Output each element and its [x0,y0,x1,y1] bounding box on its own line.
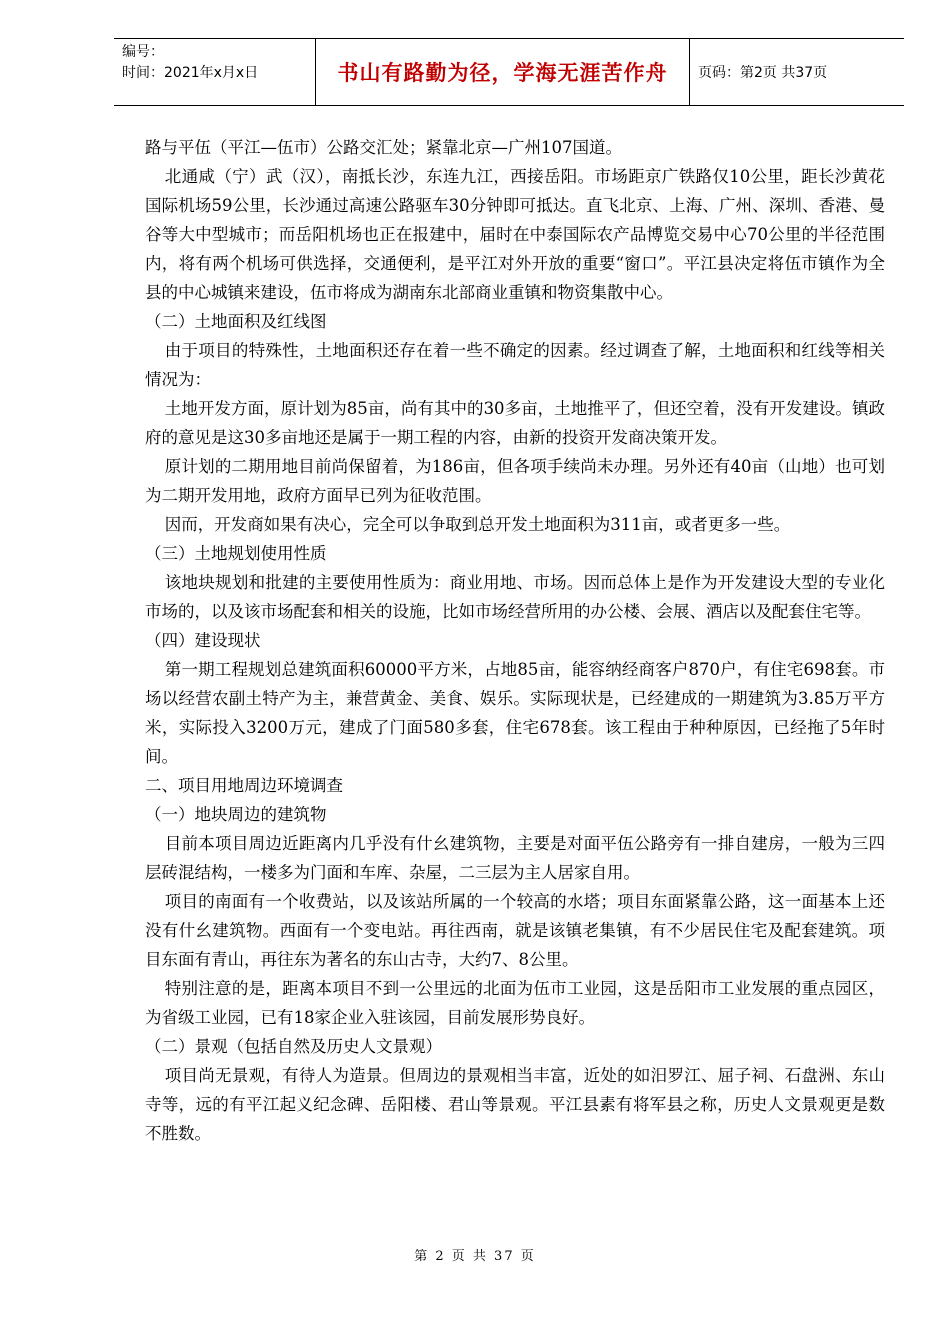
header-page-label: 页码：第2页 共37页 [698,65,828,81]
section-heading: （一）地块周边的建筑物 [145,805,327,824]
body-paragraph: 该地块规划和批建的主要使用性质为：商业用地、市场。因而总体上是作为开发建设大型的专业化市场的，以及该市场配套和相关的设施，比如市场经营所用的办公楼、会展、酒店以及配套住宅等。 [145,573,885,621]
header-meta [114,39,316,105]
body-paragraph: 第一期工程规划总建筑面积60000平方米，占地85亩，能容纳经商客户870户，有住宅698套。市场以经营农副土特产为主，兼营黄金、美食、娱乐。实际现状是，已经建成的一期建筑为3.85万平方米，实际投入3200万元，建成了门面580多套，住宅678套。该工程由于种种原因，已经拖了5年时间。 [145,660,885,766]
body-paragraph: 原计划的二期用地目前尚保留着，为186亩，但各项手续尚未办理。另外还有40亩（山地）也可划为二期开发用地，政府方面早已列为征收范围。 [145,457,885,505]
body-paragraph: 土地开发方面，原计划为85亩，尚有其中的30多亩，土地推平了，但还空着，没有开发建设。镇政府的意见是这30多亩地还是属于一期工程的内容，由新的投资开发商决策开发。 [145,399,885,447]
time-label: 时间：2021年x月x日 [122,65,259,81]
page-footer: 第 2 页 共 37 页 [414,1249,536,1264]
body-paragraph: 项目尚无景观，有待人为造景。但周边的景观相当丰富，近处的如汨罗江、屈子祠、石盘洲、东山寺等，远的有平江起义纪念碑、岳阳楼、君山等景观。平江县素有将军县之称，历史人文景观更是数不胜数。 [145,1066,885,1143]
section-heading: （二）土地面积及红线图 [145,312,327,331]
body-paragraph: 由于项目的特殊性，土地面积还存在着一些不确定的因素。经过调查了解，土地面积和红线等相关情况为： [145,341,885,389]
body-paragraph: 路与平伍（平江—伍市）公路交汇处；紧靠北京—广州107国道。 [145,138,622,157]
body-paragraph: 目前本项目周边近距离内几乎没有什幺建筑物，主要是对面平伍公路旁有一排自建房，一般为三四层砖混结构，一楼多为门面和车库、杂屋，二三层为主人居家自用。 [145,834,885,882]
body-paragraph: 北通咸（宁）武（汉），南抵长沙，东连九江，西接岳阳。市场距京广铁路仅10公里，距长沙黄花国际机场59公里，长沙通过高速公路驱车30分钟即可抵达。直飞北京、上海、广州、深圳、香港、曼谷等大中型城市；而岳阳机场也正在报建中，届时在中泰国际农产品博览交易中心70公里的半径范围内，将有两个机场可供选择，交通便利，是平江对外开放的重要“窗口”。平江县决定将伍市镇作为全县的中心城镇来建设，伍市将成为湖南东北部商业重镇和物资集散中心。 [145,167,885,302]
body-paragraph: 项目的南面有一个收费站，以及该站所属的一个较高的水塔；项目东面紧靠公路，这一面基本上还没有什幺建筑物。西面有一个变电站。再往西南，就是该镇老集镇，有不少居民住宅及配套建筑。项目东面有青山，再往东为著名的东山古寺，大约7、8公里。 [145,892,885,969]
section-heading: （四）建设现状 [145,631,261,650]
header-motto: 书山有路勤为径，学海无涯苦作舟 [316,39,690,105]
chapter-heading: 二、项目用地周边环境调查 [145,776,343,795]
page-header [114,38,904,106]
document-body [145,133,885,1148]
number-label: 编号： [122,44,164,60]
body-paragraph: 特别注意的是，距离本项目不到一公里远的北面为伍市工业园，这是岳阳市工业发展的重点园区，为省级工业园，已有18家企业入驻该园，目前发展形势良好。 [145,979,885,1027]
section-heading: （三）土地规划使用性质 [145,544,327,563]
body-paragraph: 因而，开发商如果有决心，完全可以争取到总开发土地面积为311亩，或者更多一些。 [164,515,791,534]
section-heading: （二）景观（包括自然及历史人文景观） [145,1037,442,1056]
